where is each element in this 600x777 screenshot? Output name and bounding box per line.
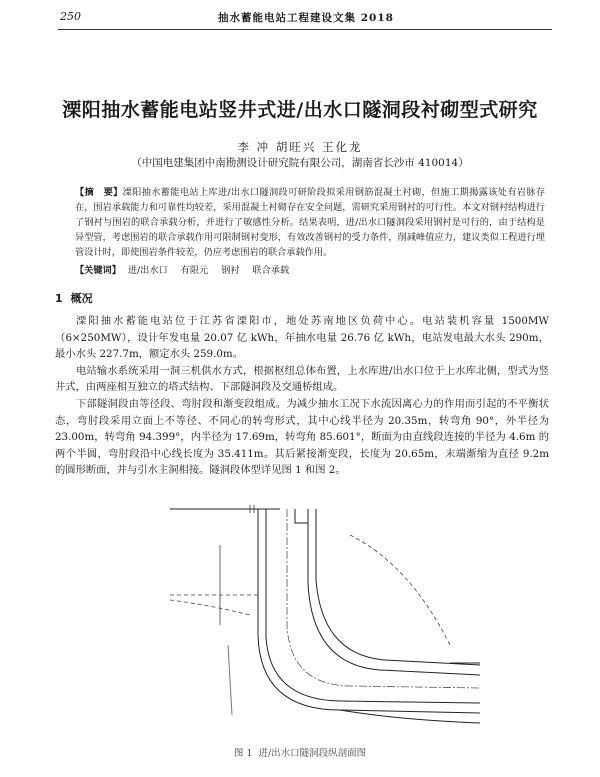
section-number: 1 bbox=[55, 292, 63, 305]
keywords bbox=[75, 262, 545, 276]
body-paragraph: 下部隧洞段由等径段、弯肘段和渐变段组成。为减少抽水工况下水流因离心力的作用而引起的不平衡状态，弯肘段采用立面上不等径、不同心的转弯形式，其中心线半径为 20.35m，转弯角 90°，外半径为 23.00m，转弯角 94.399°，内半径为 17.69m，转弯角 85.601°，断面为由直线段连接的半径为 4.6m 的两个半圆，弯肘段沿中心线长度为 35.411m。其后紧接渐变段，长度为 20.65m，末端渐缩为直径 9.2m 的圆形断面，并与引水主洞相接。隧洞段体型详见图 1 和图 2。 bbox=[55, 397, 549, 477]
keyword: 有限元 bbox=[180, 265, 209, 276]
figure-caption bbox=[0, 745, 600, 759]
elbow-inner-lining bbox=[308, 583, 480, 675]
keywords-label: 【关键词】 bbox=[75, 265, 121, 276]
elbow-outer-lining bbox=[266, 637, 480, 703]
header-rule bbox=[58, 29, 552, 30]
body-paragraph: 溧阳抽水蓄能电站位于江苏省溧阳市，地处苏南地区负荷中心。电站装机容量 1500MW（6×250MW），设计年发电量 20.07 亿 kWh，年抽水电量 26.76 亿 kWh，电站发电最大水头 290m，最小水头 227.7m，额定水头 259.0m。 bbox=[55, 315, 549, 361]
rock-line-dashed bbox=[170, 600, 250, 615]
figure-tunnel-profile bbox=[150, 505, 480, 735]
rock-line-dashed bbox=[350, 535, 450, 645]
journal-name: 抽水蓄能电站工程建设文集 2018 bbox=[218, 12, 394, 24]
shaft-step bbox=[295, 509, 308, 523]
abstract bbox=[75, 185, 545, 260]
page-number: 250 bbox=[60, 10, 81, 23]
keyword: 联合承载 bbox=[252, 265, 290, 276]
body-paragraph: 电站输水系统采用一洞三机供水方式，根据枢纽总体布置，上水库进/出水口位于上水库北侧，型式为竖井式，由两座相互独立的塔式结构、下部隧洞段及交通桥组成。 bbox=[55, 364, 549, 394]
affiliation: （中国电建集团中南勘测设计研究院有限公司，湖南省长沙市 410014） bbox=[131, 157, 469, 169]
elbow-inner-wall bbox=[316, 580, 480, 665]
figure-number: 图 1 bbox=[233, 748, 253, 759]
section-heading bbox=[55, 290, 93, 306]
keyword: 进/出水口 bbox=[127, 265, 168, 276]
abstract-text: 溧阳抽水蓄能电站上库进/出水口隧洞段可研阶段拟采用钢筋混凝土衬砌，但施工期揭露该处有岩脉存在，围岩承载能力和可靠性均较差，采用混凝土衬砌存在安全问题，需研究采用钢衬的可行性。本文对钢衬结构进行了钢衬与围岩的联合承载分析，并进行了敏感性分析。结果表明，进/出水口隧洞段采用钢衬是可行的，由于结构是异型管，考虑围岩的联合承载作用可限制钢衬变形，有效改善钢衬的受力条件，削减峰值应力，建议类似工程进行埋管设计时，即使围岩条件较差，仍应考虑围岩的联合承载作用。 bbox=[75, 187, 546, 258]
running-head bbox=[60, 10, 552, 26]
paper-title: 溧阳抽水蓄能电站竖井式进/出水口隧洞段衬砌型式研究 bbox=[62, 99, 538, 121]
author-list: 李 冲 胡旺兴 王化龙 bbox=[237, 140, 363, 154]
left-guide-line bbox=[228, 645, 232, 715]
section-body bbox=[55, 313, 549, 479]
keyword: 钢衬 bbox=[221, 265, 240, 276]
section-title: 概况 bbox=[70, 292, 93, 305]
figure-caption-text: 进/出水口隧洞段纵剖面图 bbox=[258, 748, 367, 759]
tunnel-profile-drawing bbox=[150, 505, 480, 735]
abstract-label: 【摘 要】 bbox=[75, 187, 123, 198]
